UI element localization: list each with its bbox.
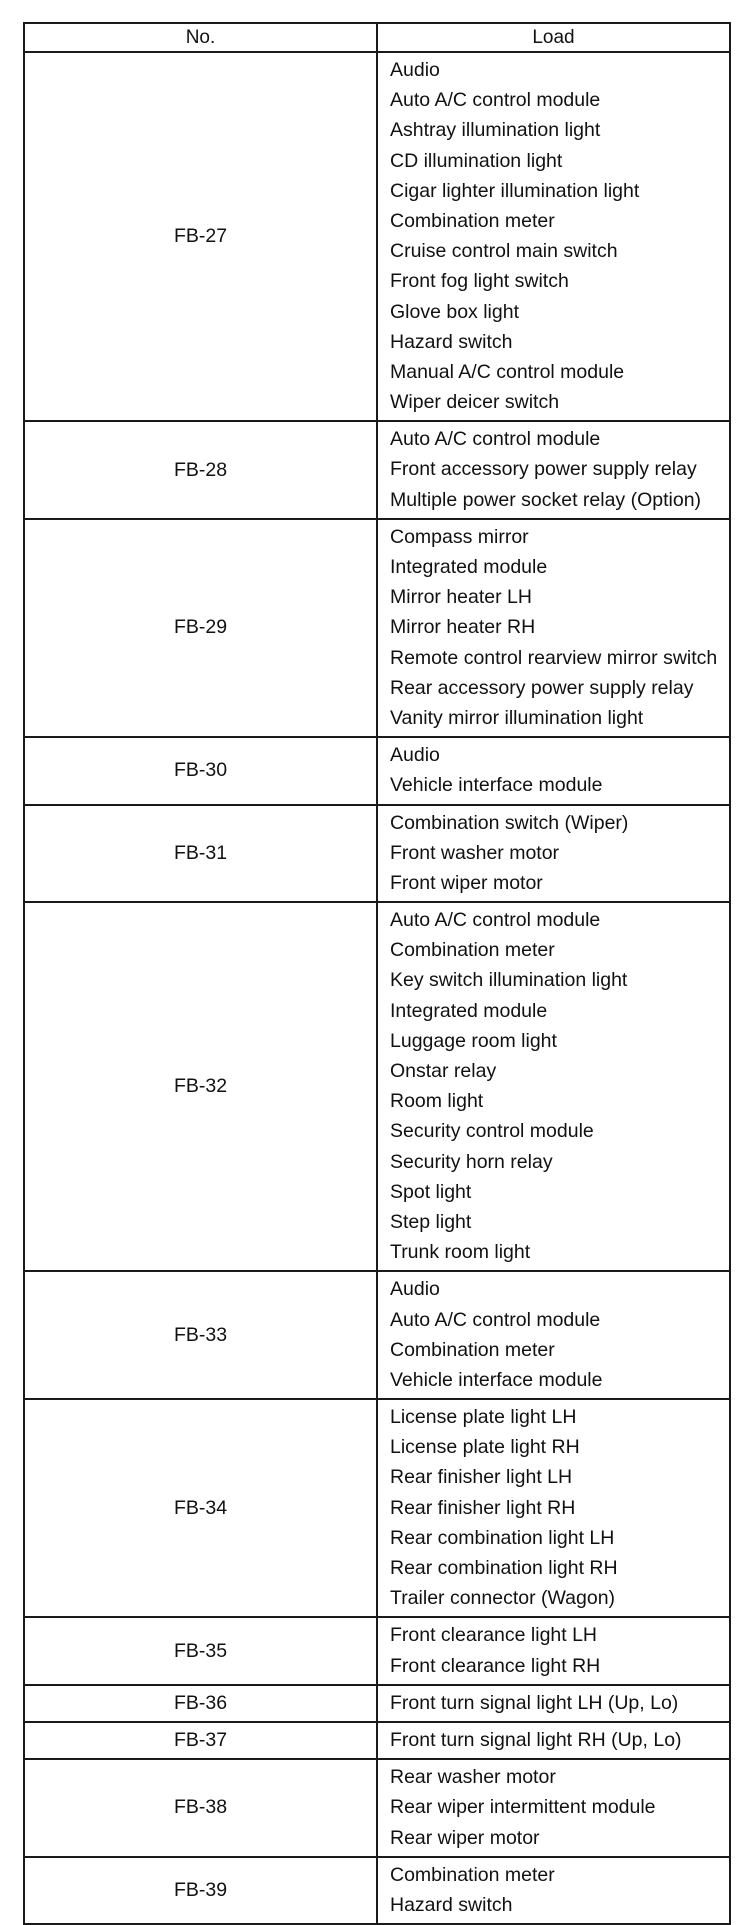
load-item: Trailer connector (Wagon): [390, 1587, 616, 1610]
table-row: [24, 421, 730, 519]
load-list: [377, 805, 730, 903]
header-row: [24, 23, 730, 52]
table-row: [24, 1617, 730, 1684]
load-item: Trunk room light: [390, 1241, 531, 1264]
fuse-number: FB-38: [24, 1759, 377, 1857]
load-item: Security horn relay: [390, 1150, 553, 1173]
fuse-number: FB-29: [24, 519, 377, 737]
load-item: Mirror heater RH: [390, 616, 536, 639]
load-item: Wiper deicer switch: [390, 391, 560, 414]
load-item: Front clearance light LH: [390, 1624, 598, 1647]
load-item: Audio: [390, 1278, 440, 1301]
fuse-number: FB-28: [24, 421, 377, 519]
table-row: [24, 1685, 730, 1722]
load-item: Front turn signal light LH (Up, Lo): [390, 1691, 679, 1714]
load-item: License plate light RH: [390, 1436, 580, 1459]
table-row: [24, 1271, 730, 1399]
load-list: [377, 421, 730, 519]
load-item: Cruise control main switch: [390, 240, 618, 263]
header-no: No.: [24, 23, 377, 52]
load-item: Front wiper motor: [390, 871, 543, 894]
load-item: Rear finisher light RH: [390, 1496, 576, 1519]
load-item: Auto A/C control module: [390, 428, 601, 451]
fuse-number: FB-35: [24, 1617, 377, 1684]
fuse-load-table: [23, 22, 731, 1925]
table-row: [24, 52, 730, 421]
load-item: Front washer motor: [390, 841, 560, 864]
load-item: Vanity mirror illumination light: [390, 706, 644, 729]
load-item: Audio: [390, 59, 440, 81]
fuse-number: FB-31: [24, 805, 377, 903]
load-item: Spot light: [390, 1180, 472, 1203]
fuse-number: FB-30: [24, 737, 377, 804]
load-list: [377, 519, 730, 737]
fuse-number: FB-27: [24, 52, 377, 421]
table-row: [24, 1759, 730, 1857]
load-item: Integrated module: [390, 999, 548, 1022]
load-list: [377, 1685, 730, 1722]
table-body: [24, 52, 730, 1924]
load-item: Integrated module: [390, 556, 548, 578]
load-item: Combination meter: [390, 1863, 555, 1886]
header-load: Load: [377, 23, 730, 52]
load-item: Audio: [390, 744, 440, 767]
load-item: Cigar lighter illumination light: [390, 179, 640, 202]
fuse-number: FB-37: [24, 1722, 377, 1759]
table-row: [24, 519, 730, 737]
load-item: Combination meter: [390, 209, 555, 232]
load-item: Key switch illumination light: [390, 969, 628, 992]
load-list: [377, 737, 730, 804]
load-item: Auto A/C control module: [390, 909, 601, 932]
load-item: Luggage room light: [390, 1029, 557, 1052]
load-list: [377, 1857, 730, 1924]
load-list: [377, 902, 730, 1271]
load-item: Front clearance light RH: [390, 1654, 601, 1677]
load-item: Combination meter: [390, 939, 555, 962]
load-item: Front turn signal light RH (Up, Lo): [390, 1728, 682, 1751]
fuse-number: FB-36: [24, 1685, 377, 1722]
fuse-number: FB-32: [24, 902, 377, 1271]
load-item: Front accessory power supply relay: [390, 458, 697, 481]
load-item: Security control module: [390, 1120, 594, 1143]
load-item: Combination meter: [390, 1338, 555, 1361]
load-item: Mirror heater LH: [390, 586, 532, 609]
load-item: Vehicle interface module: [390, 774, 603, 797]
load-item: Manual A/C control module: [390, 360, 625, 383]
load-item: Hazard switch: [390, 1893, 513, 1916]
load-list: [377, 52, 730, 421]
load-item: License plate light LH: [390, 1406, 577, 1429]
fuse-number: FB-33: [24, 1271, 377, 1399]
table-row: [24, 1857, 730, 1924]
load-item: Front fog light switch: [390, 270, 569, 293]
load-item: Auto A/C control module: [390, 89, 601, 112]
load-item: Rear wiper intermittent module: [390, 1796, 656, 1819]
load-item: Rear washer motor: [390, 1766, 556, 1789]
fuse-number: FB-34: [24, 1399, 377, 1617]
load-item: Remote control rearview mirror switch: [390, 646, 718, 669]
load-item: Rear accessory power supply relay: [390, 676, 694, 699]
load-item: Onstar relay: [390, 1060, 497, 1082]
load-list: [377, 1271, 730, 1399]
load-item: Hazard switch: [390, 330, 513, 353]
load-item: CD illumination light: [390, 149, 563, 172]
table-row: [24, 902, 730, 1271]
load-list: [377, 1759, 730, 1857]
load-item: Room light: [390, 1090, 484, 1113]
load-item: Step light: [390, 1210, 472, 1233]
table-row: [24, 1399, 730, 1617]
load-list: [377, 1399, 730, 1617]
load-item: Rear finisher light LH: [390, 1466, 573, 1489]
load-item: Compass mirror: [390, 525, 529, 548]
load-item: Rear combination light RH: [390, 1557, 618, 1579]
load-item: Combination switch (Wiper): [390, 811, 629, 834]
load-item: Ashtray illumination light: [390, 119, 601, 142]
load-item: Glove box light: [390, 300, 519, 323]
fuse-number: FB-39: [24, 1857, 377, 1924]
load-item: Vehicle interface module: [390, 1368, 603, 1391]
load-list: [377, 1617, 730, 1684]
load-item: Rear combination light LH: [390, 1526, 615, 1549]
table-row: [24, 737, 730, 804]
load-item: Rear wiper motor: [390, 1826, 540, 1849]
load-item: Auto A/C control module: [390, 1308, 601, 1331]
load-item: Multiple power socket relay (Option): [390, 488, 702, 511]
table-row: [24, 805, 730, 903]
load-list: [377, 1722, 730, 1759]
table-row: [24, 1722, 730, 1759]
